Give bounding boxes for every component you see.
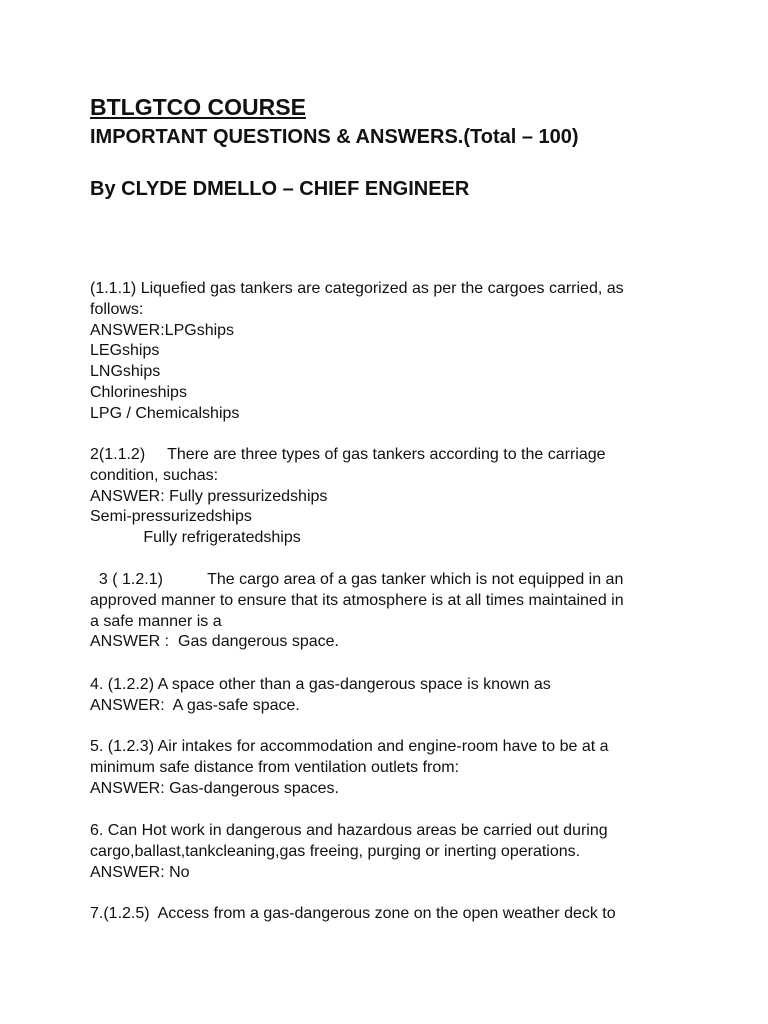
question-text: 5. (1.2.3) Air intakes for accommodation and engine-room have to be at a [90, 738, 609, 755]
answer-text: ANSWER: Gas-dangerous spaces. [90, 779, 339, 797]
answer-text: Semi-pressurizedships [90, 508, 252, 526]
document-subtitle: IMPORTANT QUESTIONS & ANSWERS.(Total – 100) [90, 126, 579, 148]
question-block-2 [90, 445, 690, 549]
answer-text: ANSWER: A gas-safe space. [90, 696, 300, 714]
document-title: BTLGTCO COURSE [90, 94, 306, 120]
question-text: 2(1.1.2) There are three types of gas tankers according to the carriage [90, 446, 606, 463]
question-block-7 [90, 904, 690, 925]
question-text: cargo,ballast,tankcleaning,gas freeing, purging or inerting operations. [90, 842, 581, 860]
question-text: follows: [90, 300, 144, 318]
question-block-5 [90, 737, 690, 799]
answer-text: LEGships [90, 342, 160, 360]
answer-text: LNGships [90, 363, 161, 381]
answer-text: ANSWER: No [90, 863, 190, 881]
question-block-6 [90, 821, 690, 883]
answer-text: ANSWER: Fully pressurizedships [90, 487, 328, 505]
answer-text: Fully refrigeratedships [90, 529, 301, 547]
document-author: By CLYDE DMELLO – CHIEF ENGINEER [90, 178, 470, 200]
question-block-1 [90, 279, 690, 425]
question-text: (1.1.1) Liquefied gas tankers are categorized as per the cargoes carried, as [90, 280, 624, 297]
question-text: a safe manner is a [90, 612, 222, 630]
question-text: 4. (1.2.2) A space other than a gas-dangerous space is known as [90, 676, 551, 693]
question-block-4 [90, 675, 690, 717]
question-text: minimum safe distance from ventilation outlets from: [90, 758, 460, 776]
question-text: 6. Can Hot work in dangerous and hazardous areas be carried out during [90, 822, 608, 839]
question-text: 3 ( 1.2.1) The cargo area of a gas tanker which is not equipped in an [90, 571, 624, 588]
answer-text: ANSWER:LPGships [90, 321, 235, 339]
answer-text: LPG / Chemicalships [90, 404, 240, 422]
answer-text: Chlorineships [90, 383, 187, 401]
question-text: 7.(1.2.5) Access from a gas-dangerous zone on the open weather deck to [90, 905, 616, 922]
question-text: condition, suchas: [90, 466, 219, 484]
question-text: approved manner to ensure that its atmosphere is at all times maintained in [90, 591, 624, 609]
answer-text: ANSWER : Gas dangerous space. [90, 633, 339, 651]
question-block-3 [90, 570, 690, 653]
